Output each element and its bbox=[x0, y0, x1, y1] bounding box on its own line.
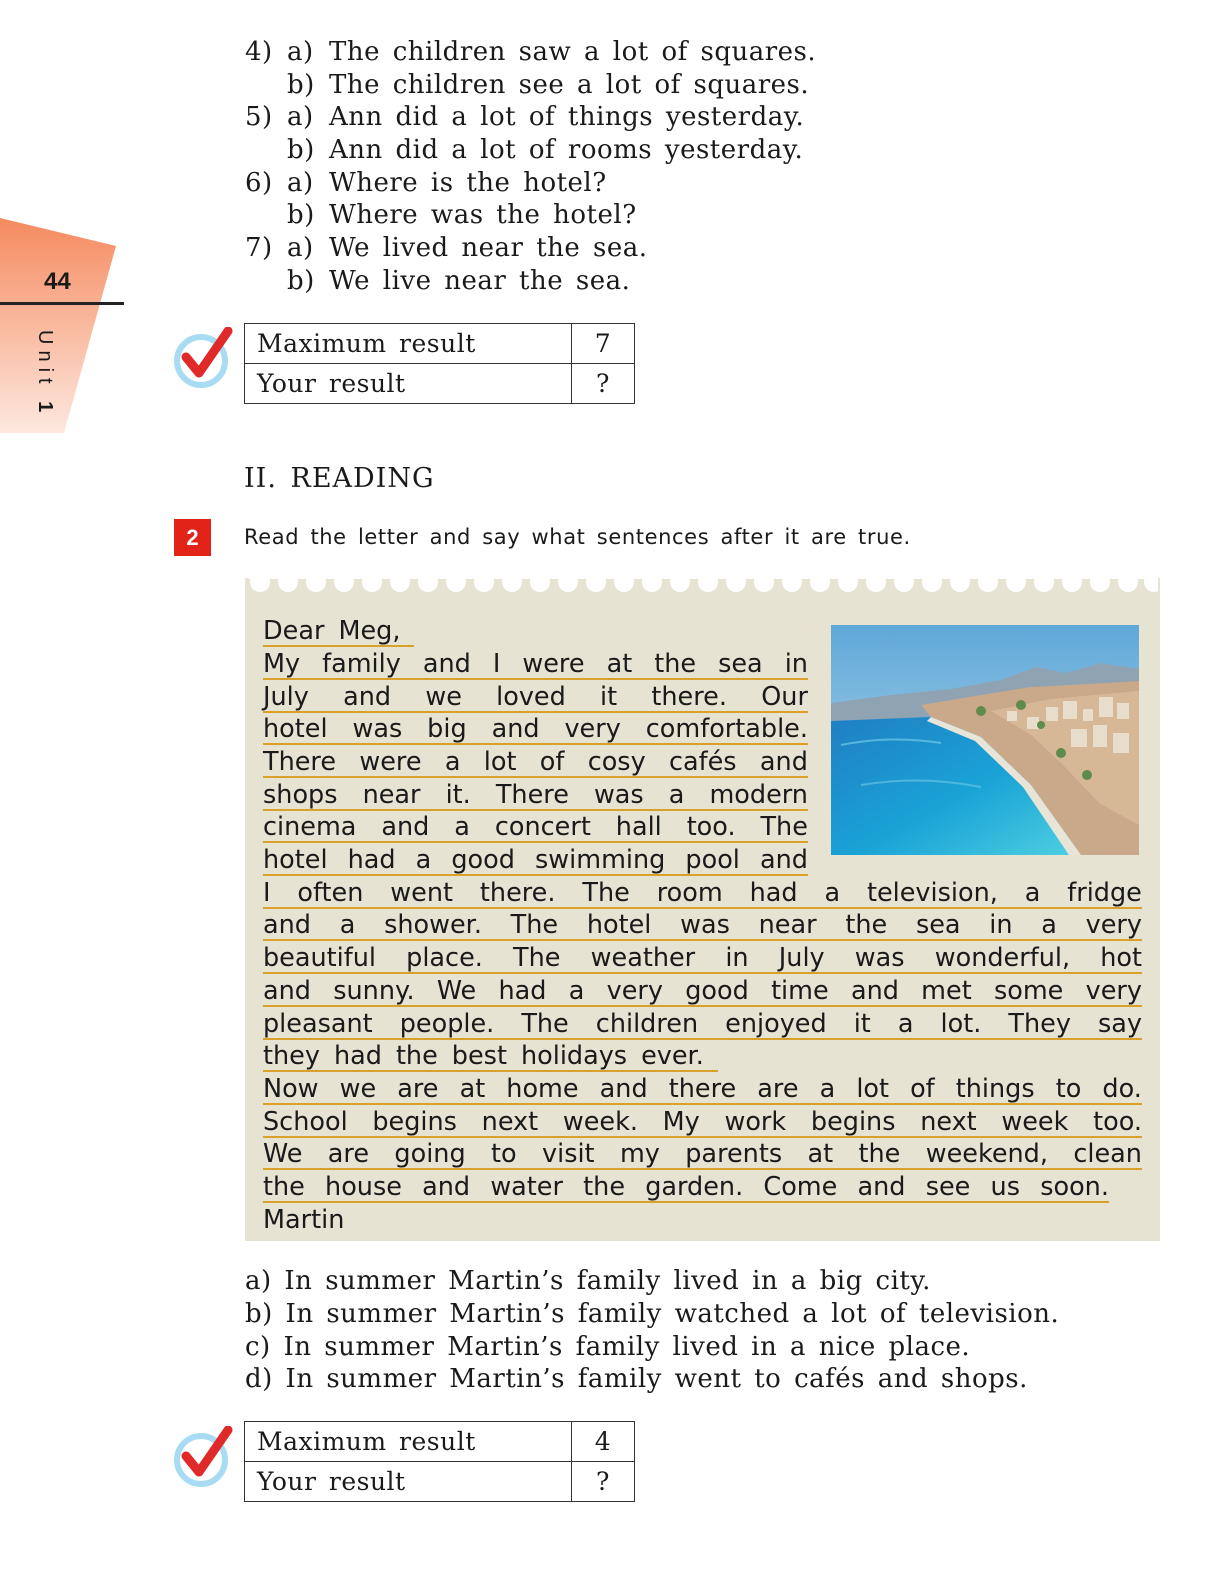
item-number: 5) bbox=[245, 102, 273, 132]
max-result-value: 7 bbox=[572, 324, 635, 364]
letter-word: cafés bbox=[669, 747, 737, 777]
letter-word: was bbox=[593, 780, 644, 810]
letter-word: family bbox=[322, 649, 401, 679]
letter-word: garden. bbox=[645, 1172, 744, 1202]
letter-word: hotel bbox=[263, 714, 328, 744]
letter-word: a bbox=[668, 780, 685, 810]
exercise-number-badge: 2 bbox=[174, 519, 211, 556]
table-row bbox=[245, 324, 635, 364]
item-letter: b) bbox=[287, 266, 315, 296]
letter-line bbox=[263, 617, 414, 647]
checkmark-icon bbox=[172, 1426, 234, 1488]
letter-word: clean bbox=[1073, 1139, 1142, 1169]
letter-word: next bbox=[920, 1107, 977, 1137]
letter-word: going bbox=[394, 1139, 466, 1169]
letter-word: begins bbox=[372, 1107, 457, 1137]
letter-word: cinema bbox=[263, 812, 357, 842]
letter-word: soon. bbox=[1040, 1172, 1109, 1202]
letter-word: hotel bbox=[586, 910, 652, 940]
max-result-label: Maximum result bbox=[245, 1422, 572, 1462]
notepad-perforations bbox=[248, 573, 1158, 595]
letter-word: in bbox=[725, 943, 749, 973]
letter-word: had bbox=[498, 976, 547, 1006]
letter-word: the bbox=[583, 1172, 626, 1202]
letter-word: they bbox=[263, 1041, 320, 1071]
letter-word: and bbox=[422, 1172, 471, 1202]
table-row bbox=[245, 1422, 635, 1462]
letter-line bbox=[263, 650, 808, 680]
letter-word: and bbox=[857, 1172, 906, 1202]
letter-word: We bbox=[436, 976, 477, 1006]
letter-word: concert bbox=[494, 812, 591, 842]
letter-word: room bbox=[656, 878, 723, 908]
letter-line bbox=[263, 1108, 1142, 1138]
item-text: Where was the hotel? bbox=[329, 200, 637, 230]
letter-word: a bbox=[897, 1009, 914, 1039]
letter-word: do. bbox=[1102, 1074, 1142, 1104]
letter-word: parents bbox=[685, 1139, 783, 1169]
letter-word: begins bbox=[810, 1107, 896, 1137]
max-result-value: 4 bbox=[572, 1422, 635, 1462]
letter-word: The bbox=[760, 812, 808, 842]
letter-word: to bbox=[491, 1139, 517, 1169]
letter-word: children bbox=[595, 1009, 699, 1039]
letter-word: had bbox=[347, 845, 396, 875]
item-text: The children saw a lot of squares. bbox=[329, 37, 817, 67]
letter-word: people. bbox=[399, 1009, 495, 1039]
letter-line bbox=[263, 683, 808, 713]
exercise1-item-7b bbox=[287, 265, 630, 298]
letter-word: lot. bbox=[940, 1009, 982, 1039]
letter-line bbox=[263, 1042, 718, 1072]
letter-word: hall bbox=[615, 812, 662, 842]
result-table-1 bbox=[244, 323, 635, 404]
letter-word: beautiful bbox=[263, 943, 376, 973]
letter-word: big bbox=[427, 714, 467, 744]
letter-line bbox=[263, 748, 808, 778]
letter-word: to bbox=[1055, 1074, 1082, 1104]
letter-word: it bbox=[600, 682, 618, 712]
letter-line bbox=[263, 846, 808, 876]
letter-word: sea bbox=[915, 910, 961, 940]
letter-word: week. bbox=[562, 1107, 638, 1137]
letter-word: and bbox=[422, 649, 471, 679]
item-letter: b) bbox=[287, 70, 315, 100]
item-letter: b) bbox=[287, 135, 315, 165]
letter-word: time bbox=[771, 976, 829, 1006]
letter-line bbox=[263, 813, 808, 843]
letter-line bbox=[263, 1140, 1142, 1170]
letter-word: are bbox=[327, 1139, 370, 1169]
item-number: 4) bbox=[245, 37, 273, 67]
letter-word: of bbox=[539, 747, 565, 777]
letter-word: were bbox=[359, 747, 422, 777]
letter-word: best bbox=[451, 1041, 507, 1071]
letter-word: too. bbox=[686, 812, 736, 842]
letter-word: week bbox=[1001, 1107, 1069, 1137]
letter-word: and bbox=[343, 682, 392, 712]
letter-word: fridge bbox=[1067, 878, 1142, 908]
section-title: II. READING bbox=[244, 463, 435, 494]
letter-word: we bbox=[339, 1074, 377, 1104]
letter-word: had bbox=[749, 878, 798, 908]
letter-word: the bbox=[654, 649, 697, 679]
letter-word: in bbox=[989, 910, 1013, 940]
letter-line bbox=[263, 944, 1142, 974]
letter-word: Dear bbox=[263, 616, 325, 646]
letter-line bbox=[263, 879, 1142, 909]
letter-word: near bbox=[362, 780, 421, 810]
letter-word: modern bbox=[709, 780, 808, 810]
letter-word: ever. bbox=[641, 1041, 704, 1071]
letter-word: weather bbox=[590, 943, 696, 973]
letter-line bbox=[263, 1075, 1142, 1105]
letter-word: near bbox=[758, 910, 817, 940]
letter-word: holidays bbox=[520, 1041, 628, 1071]
item-text: We live near the sea. bbox=[329, 266, 631, 296]
letter-word: are bbox=[757, 1074, 799, 1104]
letter-word: Come bbox=[763, 1172, 838, 1202]
letter-word: it. bbox=[445, 780, 471, 810]
letter-word: hotel bbox=[263, 845, 328, 875]
letter-line bbox=[263, 1173, 1109, 1203]
item-letter: a) bbox=[287, 102, 314, 132]
letter-word: pool bbox=[685, 845, 740, 875]
letter-word: They bbox=[1008, 1009, 1071, 1039]
letter-word: and bbox=[759, 845, 808, 875]
letter-word: a bbox=[568, 976, 585, 1006]
exercise1-item-6a bbox=[245, 167, 607, 200]
letter-word: good bbox=[451, 845, 515, 875]
letter-word: very bbox=[606, 976, 663, 1006]
letter-word: very bbox=[1085, 976, 1142, 1006]
letter-word: us bbox=[990, 1172, 1020, 1202]
item-letter: a) bbox=[287, 37, 314, 67]
letter-word: and bbox=[491, 714, 540, 744]
letter-word: see bbox=[925, 1172, 971, 1202]
exercise1-item-5a bbox=[245, 101, 804, 134]
letter-word: The bbox=[510, 910, 559, 940]
letter-word: Meg, bbox=[338, 616, 401, 646]
letter-word: and bbox=[599, 1074, 648, 1104]
letter-word: and bbox=[381, 812, 430, 842]
letter-word: there. bbox=[651, 682, 727, 712]
letter-word: and bbox=[850, 976, 899, 1006]
letter-word: My bbox=[662, 1107, 700, 1137]
letter-word: shower. bbox=[384, 910, 482, 940]
unit-tab-background bbox=[0, 218, 125, 433]
letter-word: The bbox=[582, 878, 630, 908]
letter-word: swimming bbox=[535, 845, 666, 875]
letter-word: Now bbox=[263, 1074, 319, 1104]
letter-word: had bbox=[333, 1041, 382, 1071]
letter-word: and bbox=[759, 747, 808, 777]
item-letter: a) bbox=[287, 233, 314, 263]
letter-word: sea bbox=[718, 649, 763, 679]
item-number: 7) bbox=[245, 233, 273, 263]
letter-word: was bbox=[352, 714, 403, 744]
letter-word: comfortable. bbox=[645, 714, 808, 744]
letter-word: things bbox=[955, 1074, 1035, 1104]
letter-word: Martin bbox=[263, 1205, 345, 1235]
exercise1-item-5b bbox=[287, 134, 803, 167]
letter-word: place. bbox=[406, 943, 483, 973]
letter-word: School bbox=[263, 1107, 348, 1137]
letter-line bbox=[263, 1010, 1142, 1040]
letter-word: I bbox=[492, 649, 501, 679]
letter-word: lot bbox=[856, 1074, 889, 1104]
exercise1-item-4a bbox=[245, 36, 816, 69]
letter-word: shops bbox=[263, 780, 338, 810]
letter-word: was bbox=[680, 910, 730, 940]
unit-label bbox=[34, 330, 56, 440]
letter-line bbox=[263, 977, 1142, 1007]
your-result-value[interactable]: ? bbox=[572, 364, 635, 404]
result-table-2 bbox=[244, 1421, 635, 1502]
letter-word: water bbox=[490, 1172, 563, 1202]
letter-word: at bbox=[807, 1139, 834, 1169]
letter-word: good bbox=[685, 976, 749, 1006]
item-text: We lived near the sea. bbox=[329, 233, 648, 263]
letter-word: of bbox=[910, 1074, 935, 1104]
letter-word: There bbox=[263, 747, 337, 777]
letter-word: some bbox=[993, 976, 1064, 1006]
letter-signature bbox=[263, 1206, 358, 1234]
letter-word: a bbox=[819, 1074, 836, 1104]
letter-word: it bbox=[853, 1009, 871, 1039]
letter-word: and bbox=[263, 976, 311, 1006]
exercise1-item-6b bbox=[287, 199, 637, 232]
letter-word: was bbox=[854, 943, 905, 973]
item-text: Ann did a lot of rooms yesterday. bbox=[329, 135, 804, 165]
letter-word: weekend, bbox=[925, 1139, 1048, 1169]
item-letter: b) bbox=[287, 200, 315, 230]
page-number: 44 bbox=[44, 268, 71, 295]
exercise-instruction: Read the letter and say what sentences after it are true. bbox=[244, 525, 911, 549]
letter-word: My bbox=[263, 649, 301, 679]
letter-word: The bbox=[513, 943, 561, 973]
letter-word: there. bbox=[479, 878, 556, 908]
table-row bbox=[245, 1462, 635, 1502]
letter-word: the bbox=[845, 910, 888, 940]
letter-word: July bbox=[778, 943, 825, 973]
letter-word: a bbox=[415, 845, 432, 875]
letter-word: a bbox=[444, 747, 461, 777]
your-result-value[interactable]: ? bbox=[572, 1462, 635, 1502]
letter-word: a bbox=[824, 878, 841, 908]
letter-word: we bbox=[425, 682, 462, 712]
letter-word: I bbox=[263, 878, 271, 908]
letter-word: loved bbox=[496, 682, 566, 712]
letter-word: at bbox=[459, 1074, 486, 1104]
letter-word: next bbox=[481, 1107, 539, 1137]
letter-word: lot bbox=[483, 747, 517, 777]
letter-word: are bbox=[397, 1074, 439, 1104]
letter-word: a bbox=[1041, 910, 1057, 940]
letter-word: We bbox=[263, 1139, 303, 1169]
letter-word: in bbox=[784, 649, 808, 679]
letter-word: met bbox=[921, 976, 972, 1006]
letter-word: at bbox=[606, 649, 633, 679]
letter-word: my bbox=[619, 1139, 660, 1169]
letter-word: The bbox=[521, 1009, 569, 1039]
statement-a: a) In summer Martin’s family lived in a big city. bbox=[245, 1266, 931, 1296]
unit-word: Unit bbox=[34, 330, 56, 390]
letter-word: a bbox=[454, 812, 470, 842]
exercise1-item-7a bbox=[245, 232, 648, 265]
item-text: Where is the hotel? bbox=[329, 168, 607, 198]
letter-word: hot bbox=[1100, 943, 1142, 973]
your-result-label: Your result bbox=[245, 1462, 572, 1502]
letter-word: home bbox=[506, 1074, 579, 1104]
letter-word: house bbox=[325, 1172, 402, 1202]
item-number: 6) bbox=[245, 168, 273, 198]
page-number-rule bbox=[0, 302, 124, 305]
item-text: Ann did a lot of things yesterday. bbox=[329, 102, 805, 132]
letter-word: there bbox=[668, 1074, 737, 1104]
letter-word: the bbox=[858, 1139, 901, 1169]
letter-word: work bbox=[724, 1107, 787, 1137]
letter-line bbox=[263, 715, 808, 745]
letter-word: often bbox=[297, 878, 364, 908]
table-row bbox=[245, 364, 635, 404]
max-result-label: Maximum result bbox=[245, 324, 572, 364]
letter-word: pleasant bbox=[263, 1009, 373, 1039]
letter-word: Our bbox=[761, 682, 808, 712]
letter-word: July bbox=[263, 682, 309, 712]
item-letter: a) bbox=[287, 168, 314, 198]
letter-word: visit bbox=[542, 1139, 595, 1169]
unit-number: 1 bbox=[34, 401, 56, 419]
letter-word: the bbox=[263, 1172, 305, 1202]
statement-c: c) In summer Martin’s family lived in a nice place. bbox=[245, 1332, 971, 1362]
item-text: The children see a lot of squares. bbox=[329, 70, 810, 100]
letter-word: very bbox=[1085, 910, 1142, 940]
letter-word: a bbox=[1024, 878, 1041, 908]
statement-b: b) In summer Martin’s family watched a lot of television. bbox=[245, 1299, 1060, 1329]
exercise1-item-4b bbox=[287, 69, 809, 102]
letter-word: very bbox=[564, 714, 621, 744]
statement-d: d) In summer Martin’s family went to cafés and shops. bbox=[245, 1364, 1028, 1394]
letter-line bbox=[263, 781, 808, 811]
letter-word: went bbox=[390, 878, 454, 908]
seaside-photo bbox=[831, 625, 1139, 855]
letter-word: and bbox=[263, 910, 311, 940]
letter-word: too. bbox=[1093, 1107, 1142, 1137]
letter-word: sunny. bbox=[333, 976, 415, 1006]
letter-word: a bbox=[339, 910, 356, 940]
letter-word: wonderful, bbox=[934, 943, 1071, 973]
letter-word: There bbox=[495, 780, 569, 810]
letter-line bbox=[263, 911, 1142, 941]
letter-word: enjoyed bbox=[725, 1009, 827, 1039]
letter-word: were bbox=[522, 649, 585, 679]
your-result-label: Your result bbox=[245, 364, 572, 404]
letter-word: television, bbox=[866, 878, 998, 908]
checkmark-icon bbox=[172, 327, 234, 389]
letter-word: the bbox=[395, 1041, 438, 1071]
letter-word: say bbox=[1097, 1009, 1142, 1039]
letter-word: cosy bbox=[587, 747, 646, 777]
